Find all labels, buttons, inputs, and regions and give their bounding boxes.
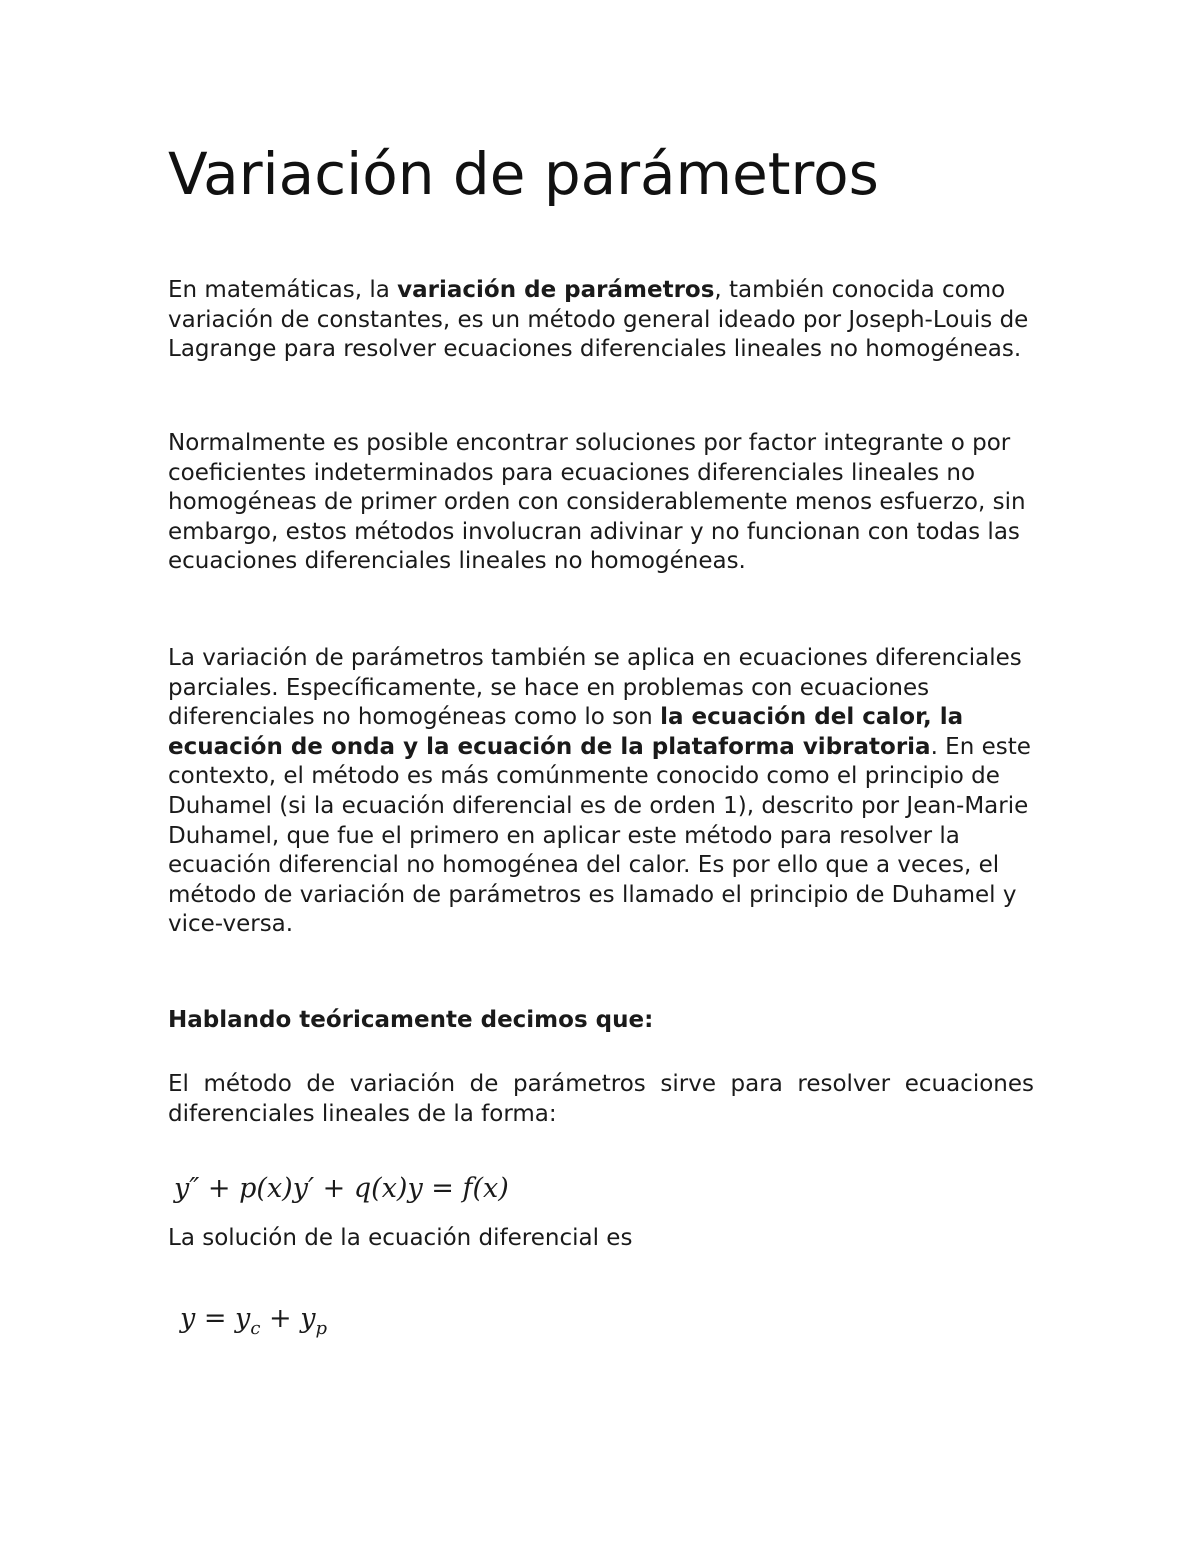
solution-equation [180,1303,327,1339]
solution-plus: + [260,1303,301,1334]
section-heading: Hablando teóricamente decimos que: [168,1007,654,1033]
intro-text-before: En matemáticas, la [168,277,398,303]
intro-paragraph [168,276,1034,365]
solution-lhs: y = [180,1303,236,1334]
duhamel-text-after: . En este contexto, el método es más comúnmente conocido como el principio de Duhamel (si la ecuación diferencial es de orden 1), descrito por Jean-Marie Duhamel, que fue el primero en aplicar este método para resolver la ecuación diferencial no homogénea del calor. Es por ello que a veces, el método de variación de parámetros es llamado el principio de Duhamel y vice-versa. [168,733,1031,938]
solution-paragraph: La solución de la ecuación diferencial es [168,1225,633,1251]
intro-bold-term: variación de parámetros [397,277,715,303]
solution-term-yc: y [235,1303,251,1334]
duhamel-text-before: La variación de parámetros también se aplica en ecuaciones diferenciales parciales. Específicamente, se hace en problemas con ecuaciones diferenciales no homogéneas como lo son [168,645,1022,731]
solution-sub-p: p [315,1318,327,1339]
intro-text-after: , también conocida como variación de constantes, es un método general ideado por Joseph-Louis de Lagrange para resolver ecuaciones diferenciales lineales no homogéneas. [168,277,1029,363]
methods-paragraph: Normalmente es posible encontrar soluciones por factor integrante o por coeficientes indeterminados para ecuaciones diferenciales lineales no homogéneas de primer orden con considerablemente menos esfuerzo, sin embargo, estos métodos involucran adivinar y no funcionan con todas las ecuaciones diferenciales lineales no homogéneas. [168,430,1026,575]
duhamel-paragraph [168,644,1034,940]
document-title: Variación de parámetros [168,140,879,208]
method-paragraph: El método de variación de parámetros sirve para resolver ecuaciones diferenciales lineales de la forma: [168,1071,1034,1127]
differential-equation: y″ + p(x)y′ + q(x)y = f(x) [174,1173,509,1204]
duhamel-bold-equations: la ecuación del calor, la ecuación de onda y la ecuación de la plataforma vibratoria [168,704,964,760]
solution-term-yp: y [300,1303,316,1334]
solution-sub-c: c [250,1318,261,1339]
